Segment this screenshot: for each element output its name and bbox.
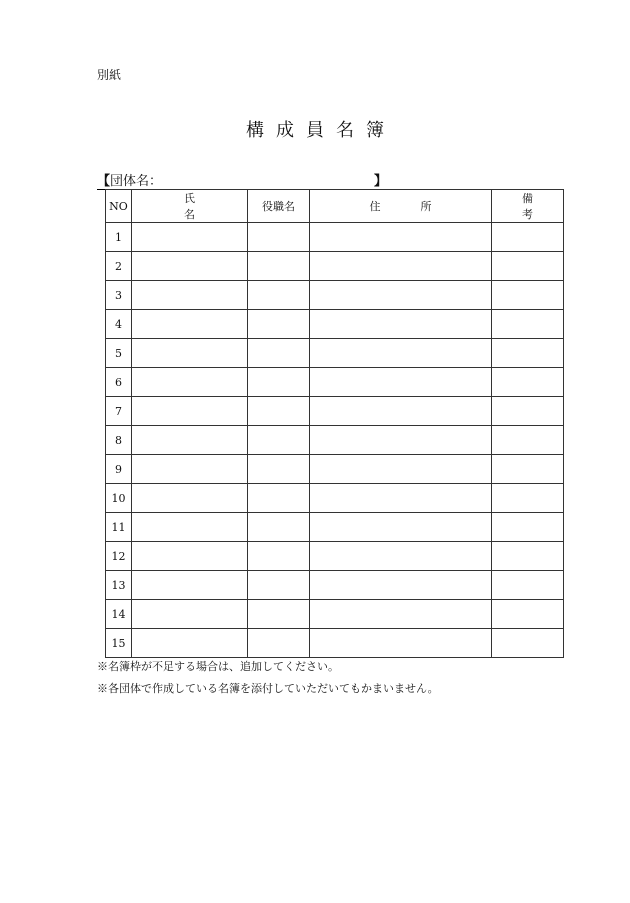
group-open-bracket: 【 [97,174,111,189]
table-row [106,397,564,426]
name-cell[interactable] [132,223,248,252]
name-cell[interactable] [132,513,248,542]
note-add-rows: ※名簿枠が不足する場合は、追加してください。 [97,660,339,673]
position-cell[interactable] [248,455,310,484]
name-cell[interactable] [132,397,248,426]
position-cell[interactable] [248,513,310,542]
name-cell[interactable] [132,310,248,339]
row-number: 6 [106,368,132,397]
address-cell[interactable] [310,339,492,368]
name-cell[interactable] [132,484,248,513]
group-close-bracket: 】 [373,174,387,189]
row-number: 4 [106,310,132,339]
remarks-cell[interactable] [492,368,564,397]
name-cell[interactable] [132,426,248,455]
remarks-cell[interactable] [492,252,564,281]
table-row [106,252,564,281]
address-cell[interactable] [310,310,492,339]
note-attach-list: ※各団体で作成している名簿を添付していただいてもかまいません。 [97,682,439,695]
address-cell[interactable] [310,223,492,252]
address-cell[interactable] [310,426,492,455]
table-row [106,223,564,252]
name-cell[interactable] [132,368,248,397]
group-name-label: 団体名： [110,174,163,189]
position-cell[interactable] [248,484,310,513]
row-number: 3 [106,281,132,310]
row-number: 5 [106,339,132,368]
address-cell[interactable] [310,368,492,397]
row-number: 7 [106,397,132,426]
position-cell[interactable] [248,339,310,368]
row-number: 14 [106,600,132,629]
row-number: 8 [106,426,132,455]
remarks-cell[interactable] [492,571,564,600]
group-name-line [97,170,391,190]
notes [97,656,439,700]
name-cell[interactable] [132,281,248,310]
name-cell[interactable] [132,252,248,281]
position-cell[interactable] [248,571,310,600]
position-cell[interactable] [248,310,310,339]
table-row [106,339,564,368]
position-cell[interactable] [248,252,310,281]
remarks-cell[interactable] [492,600,564,629]
position-cell[interactable] [248,397,310,426]
row-number: 9 [106,455,132,484]
row-number: 2 [106,252,132,281]
header-name: 氏名 [132,190,248,223]
row-number: 12 [106,542,132,571]
row-number: 15 [106,629,132,658]
table-row [106,310,564,339]
address-cell[interactable] [310,281,492,310]
remarks-cell[interactable] [492,339,564,368]
remarks-cell[interactable] [492,223,564,252]
address-cell[interactable] [310,629,492,658]
position-cell[interactable] [248,281,310,310]
remarks-cell[interactable] [492,281,564,310]
position-cell[interactable] [248,629,310,658]
roster-body [106,223,564,658]
remarks-cell[interactable] [492,310,564,339]
table-header-row [106,190,564,223]
name-cell[interactable] [132,455,248,484]
header-position: 役職名 [248,190,310,223]
name-cell[interactable] [132,571,248,600]
member-roster-table [105,189,564,658]
position-cell[interactable] [248,368,310,397]
remarks-cell[interactable] [492,629,564,658]
address-cell[interactable] [310,455,492,484]
name-cell[interactable] [132,542,248,571]
header-no: NO [106,190,132,223]
attachment-label: 別紙 [97,68,122,82]
name-cell[interactable] [132,629,248,658]
position-cell[interactable] [248,426,310,455]
table-row [106,629,564,658]
remarks-cell[interactable] [492,455,564,484]
row-number: 11 [106,513,132,542]
header-remarks: 備考 [492,190,564,223]
remarks-cell[interactable] [492,397,564,426]
page-title: 構成員名簿 [246,120,396,141]
remarks-cell[interactable] [492,513,564,542]
address-cell[interactable] [310,513,492,542]
table-row [106,542,564,571]
address-cell[interactable] [310,484,492,513]
position-cell[interactable] [248,542,310,571]
address-cell[interactable] [310,542,492,571]
table-row [106,281,564,310]
row-number: 10 [106,484,132,513]
remarks-cell[interactable] [492,426,564,455]
address-cell[interactable] [310,252,492,281]
header-address: 住所 [310,190,492,223]
address-cell[interactable] [310,397,492,426]
position-cell[interactable] [248,223,310,252]
address-cell[interactable] [310,571,492,600]
row-number: 13 [106,571,132,600]
table-row [106,368,564,397]
table-row [106,513,564,542]
table-row [106,484,564,513]
remarks-cell[interactable] [492,484,564,513]
name-cell[interactable] [132,339,248,368]
name-cell[interactable] [132,600,248,629]
address-cell[interactable] [310,600,492,629]
table-row [106,455,564,484]
table-row [106,600,564,629]
position-cell[interactable] [248,600,310,629]
remarks-cell[interactable] [492,542,564,571]
row-number: 1 [106,223,132,252]
table-row [106,426,564,455]
table-row [106,571,564,600]
